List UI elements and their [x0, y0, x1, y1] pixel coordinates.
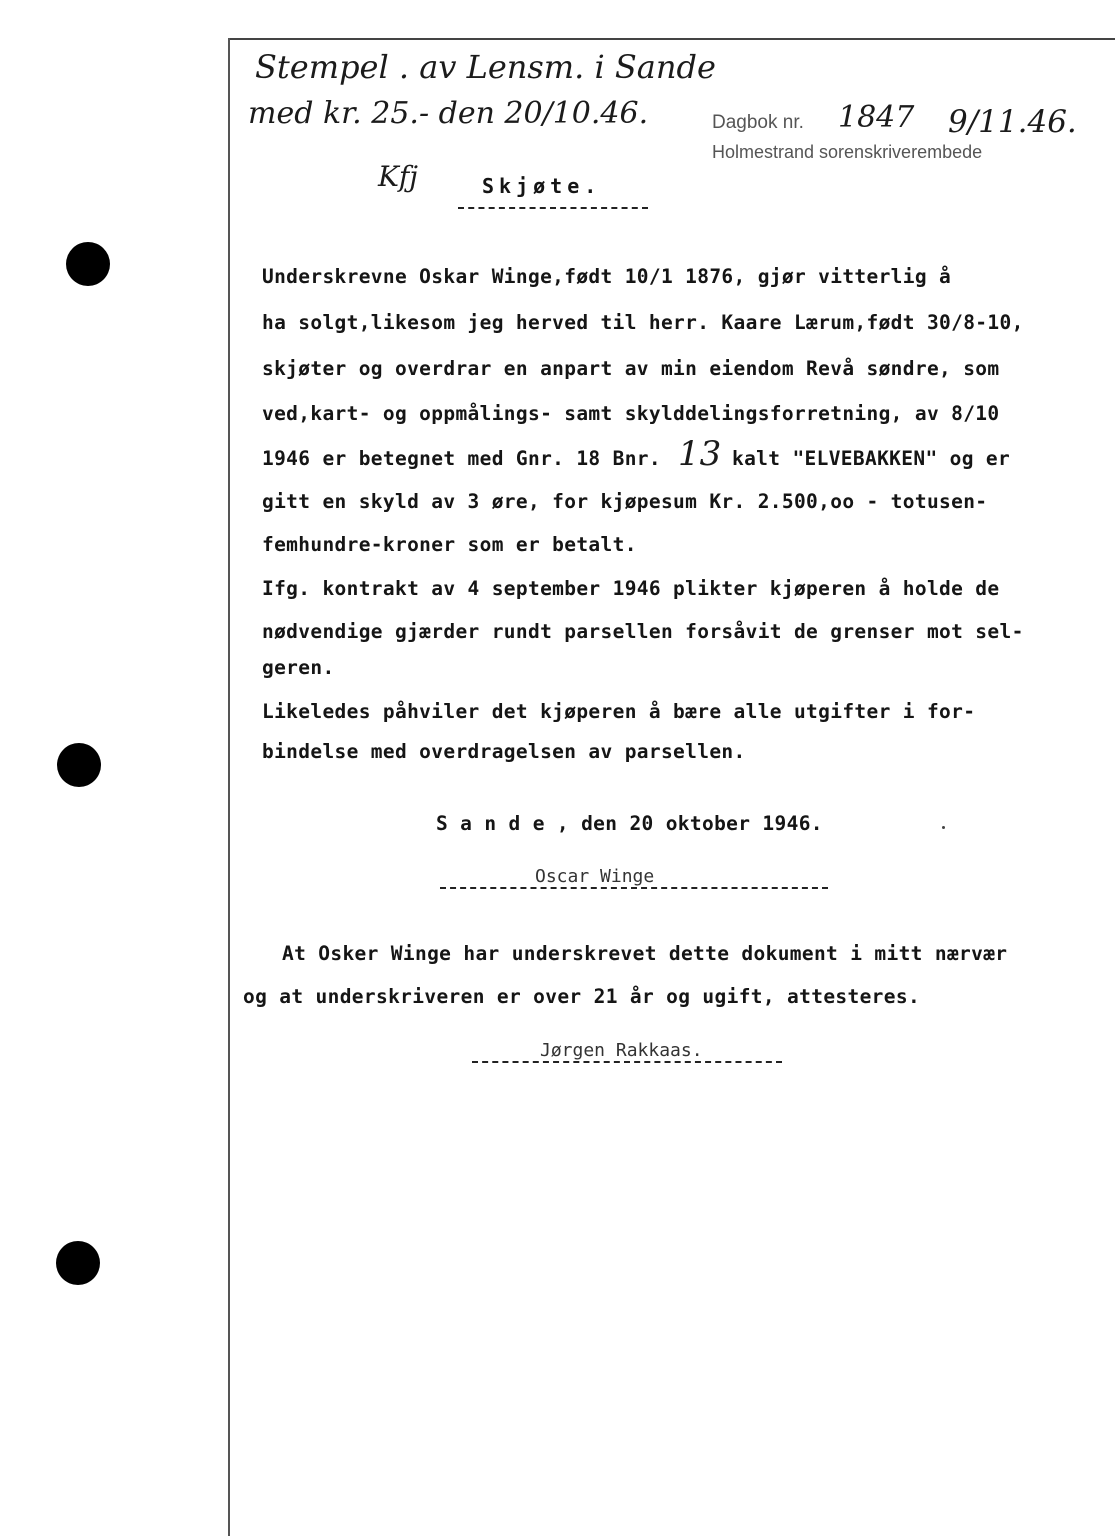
document-title: Skjøte.: [482, 174, 602, 198]
seller-signature: Oscar Winge: [535, 866, 655, 887]
body-line-11: Likeledes påhviler det kjøperen å bære alle utgifter i for-: [262, 700, 976, 723]
title-initials: Kfj: [378, 160, 418, 193]
dagbok-number: 1847: [838, 100, 915, 135]
handwritten-bnr: 13: [678, 434, 722, 474]
body-line-3: skjøter og overdrar en anpart av min eiendom Revå søndre, som: [262, 357, 1000, 380]
body-line-5-tail: kalt "ELVEBAKKEN" og er: [732, 447, 1011, 470]
dagbok-label: Dagbok nr.: [712, 112, 804, 133]
handwritten-annotation-line-1: Stempel . av Lensm. i Sande: [255, 48, 716, 86]
body-line-6: gitt en skyld av 3 øre, for kjøpesum Kr. 2.500,oo - totusen-: [262, 490, 988, 513]
punch-hole-top: [66, 242, 110, 286]
seller-signature-line: [440, 887, 828, 889]
body-line-7: femhundre-kroner som er betalt.: [262, 533, 637, 556]
page-edge-top: [228, 38, 1115, 40]
body-line-10: geren.: [262, 656, 335, 679]
body-line-8: Ifg. kontrakt av 4 september 1946 plikter kjøperen å holde de: [262, 577, 1000, 600]
place-date: S a n d e , den 20 oktober 1946.: [436, 812, 823, 835]
body-line-2: ha solgt,likesom jeg herved til herr. Kaare Lærum,født 30/8-10,: [262, 311, 1024, 334]
witness-signature: Jørgen Rakkaas.: [540, 1040, 703, 1061]
dagbok-date: 9/11.46.: [948, 104, 1077, 140]
body-line-9: nødvendige gjærder rundt parsellen forsåvit de grenser mot sel-: [262, 620, 1024, 643]
body-line-1: Underskrevne Oskar Winge,født 10/1 1876, gjør vitterlig å: [262, 265, 952, 288]
body-line-4: ved,kart- og oppmålings- samt skylddelingsforretning, av 8/10: [262, 402, 1000, 425]
handwritten-annotation-line-2: med kr. 25.- den 20/10.46.: [248, 96, 649, 131]
witness-signature-line: [472, 1061, 782, 1063]
attestation-line-1: At Osker Winge har underskrevet dette dokument i mitt nærvær: [282, 942, 1008, 965]
page-edge-left: [228, 38, 230, 1536]
ink-dot: [942, 826, 945, 829]
punch-hole-middle: [57, 743, 101, 787]
office-stamp: Holmestrand sorenskriverembede: [712, 142, 983, 162]
body-line-5: 1946 er betegnet med Gnr. 18 Bnr.: [262, 447, 661, 470]
attestation-line-2: og at underskriveren er over 21 år og ugift, attesteres.: [243, 985, 921, 1008]
punch-hole-bottom: [56, 1241, 100, 1285]
body-line-12: bindelse med overdragelsen av parsellen.: [262, 740, 746, 763]
title-underline: [458, 207, 648, 209]
